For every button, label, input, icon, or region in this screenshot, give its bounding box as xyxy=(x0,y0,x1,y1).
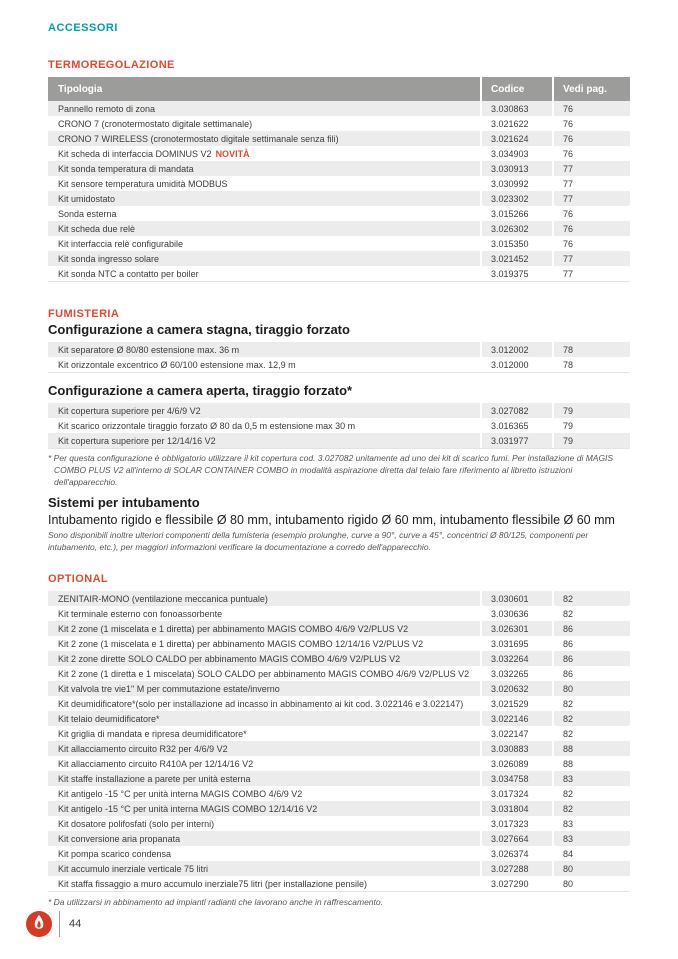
cell-vedi-pag: 82 xyxy=(552,591,630,606)
cell-vedi-pag: 78 xyxy=(552,342,630,357)
cell-vedi-pag: 86 xyxy=(552,636,630,651)
table-row xyxy=(48,756,630,771)
page-header: ACCESSORI xyxy=(48,22,118,34)
cell-tipologia: Kit staffe installazione a parete per unità esterna xyxy=(58,773,251,784)
cell-vedi-pag: 76 xyxy=(552,146,630,161)
table-row xyxy=(48,831,630,846)
cell-codice: 3.026301 xyxy=(480,621,552,636)
cell-tipologia: Kit 2 zone (1 miscelata e 1 diretta) per abbinamento MAGIS COMBO 12/14/16 V2/PLUS V2 xyxy=(58,638,424,649)
cell-tipologia: Kit allacciamento circuito R410A per 12/14/16 V2 xyxy=(58,758,254,769)
camera-aperta-footnote: * Per questa configurazione è obbligatorio utilizzare il kit copertura cod. 3.027082 unitamente ad uno dei kit di scarico fumi. Per installazione di MAGIS COMBO PLUS V2 all'interno di SOLAR CONTAINER COMBO in modalità aspirazione diretta dal telaio fare riferimento al libretto istruzioni dell'apparecchio. xyxy=(48,453,614,487)
cell-tipologia: Kit dosatore polifosfati (solo per interni) xyxy=(58,818,215,829)
cell-tipologia: Kit interfaccia relè configurabile xyxy=(58,238,184,249)
column-header-tipologia: Tipologia xyxy=(58,83,103,95)
cell-tipologia: Pannello remoto di zona xyxy=(58,103,156,114)
cell-codice: 3.031695 xyxy=(480,636,552,651)
table-row xyxy=(48,741,630,756)
section-title-optional: OPTIONAL xyxy=(48,573,109,586)
cell-tipologia: Kit telaio deumidificatore* xyxy=(58,713,160,724)
cell-codice: 3.015350 xyxy=(480,236,552,251)
cell-codice: 3.031804 xyxy=(480,801,552,816)
cell-vedi-pag: 76 xyxy=(552,101,630,116)
cell-codice: 3.034758 xyxy=(480,771,552,786)
cell-vedi-pag: 77 xyxy=(552,176,630,191)
intubamento-description: Intubamento rigido e flessibile Ø 80 mm, intubamento rigido Ø 60 mm, intubamento flessibile Ø 60 mm xyxy=(48,512,615,527)
cell-vedi-pag: 88 xyxy=(552,741,630,756)
cell-codice: 3.017324 xyxy=(480,786,552,801)
cell-vedi-pag: 86 xyxy=(552,666,630,681)
footer-divider xyxy=(59,911,60,937)
cell-vedi-pag: 83 xyxy=(552,816,630,831)
cell-vedi-pag: 82 xyxy=(552,801,630,816)
table-row xyxy=(48,116,630,131)
cell-tipologia: Kit copertura superiore per 12/14/16 V2 xyxy=(58,435,216,446)
cell-codice: 3.012000 xyxy=(480,357,552,372)
cell-vedi-pag: 76 xyxy=(552,116,630,131)
cell-tipologia: Kit scarico orizzontale tiraggio forzato Ø 80 da 0,5 m estensione max 30 m xyxy=(58,420,356,431)
cell-vedi-pag: 82 xyxy=(552,726,630,741)
cell-vedi-pag: 79 xyxy=(552,433,630,448)
cell-tipologia: Kit antigelo -15 °C per unità interna MAGIS COMBO 4/6/9 V2 xyxy=(58,788,303,799)
cell-codice: 3.030992 xyxy=(480,176,552,191)
cell-codice: 3.021452 xyxy=(480,251,552,266)
table-row xyxy=(48,606,630,621)
table-row xyxy=(48,221,630,236)
subsection-title-camera-stagna: Configurazione a camera stagna, tiraggio forzato xyxy=(48,322,350,337)
cell-codice: 3.030636 xyxy=(480,606,552,621)
section-title-termoregolazione: TERMOREGOLAZIONE xyxy=(48,59,175,71)
cell-codice: 3.034903 xyxy=(480,146,552,161)
table-row xyxy=(48,651,630,666)
cell-vedi-pag: 82 xyxy=(552,696,630,711)
table-row xyxy=(48,861,630,876)
table-row xyxy=(48,266,630,281)
cell-tipologia: Kit umidostato xyxy=(58,193,116,204)
cell-codice: 3.020632 xyxy=(480,681,552,696)
section-fumisteria xyxy=(48,308,630,553)
cell-codice: 3.012002 xyxy=(480,342,552,357)
cell-vedi-pag: 82 xyxy=(552,711,630,726)
table-row xyxy=(48,876,630,891)
cell-tipologia: Kit scheda di interfaccia DOMINUS V2 NOVITÀ xyxy=(58,148,250,159)
page-footer xyxy=(26,911,81,937)
cell-codice: 3.017323 xyxy=(480,816,552,831)
cell-codice: 3.015266 xyxy=(480,206,552,221)
cell-vedi-pag: 80 xyxy=(552,681,630,696)
camera-stagna-table-body xyxy=(48,342,630,373)
optional-footnote: * Da utilizzarsi in abbinamento ad impianti radianti che lavorano anche in raffrescamento. xyxy=(48,897,383,908)
table-row xyxy=(48,342,630,357)
cell-codice: 3.030913 xyxy=(480,161,552,176)
cell-codice: 3.021622 xyxy=(480,116,552,131)
cell-codice: 3.030863 xyxy=(480,101,552,116)
camera-aperta-table-body xyxy=(48,403,630,449)
column-header-vedi-pag: Vedi pag. xyxy=(552,77,630,101)
cell-vedi-pag: 76 xyxy=(552,236,630,251)
cell-codice: 3.026374 xyxy=(480,846,552,861)
cell-vedi-pag: 79 xyxy=(552,418,630,433)
cell-codice: 3.032265 xyxy=(480,666,552,681)
cell-codice: 3.019375 xyxy=(480,266,552,281)
cell-vedi-pag: 80 xyxy=(552,876,630,891)
optional-table-body xyxy=(48,591,630,892)
cell-tipologia: Kit copertura superiore per 4/6/9 V2 xyxy=(58,405,201,416)
optional-table xyxy=(48,591,630,892)
cell-codice: 3.032264 xyxy=(480,651,552,666)
cell-vedi-pag: 76 xyxy=(552,221,630,236)
cell-codice: 3.023302 xyxy=(480,191,552,206)
cell-vedi-pag: 86 xyxy=(552,621,630,636)
cell-vedi-pag: 79 xyxy=(552,403,630,418)
table-row xyxy=(48,251,630,266)
cell-codice: 3.031977 xyxy=(480,433,552,448)
cell-codice: 3.027664 xyxy=(480,831,552,846)
section-optional xyxy=(48,573,630,909)
cell-tipologia: Kit pompa scarico condensa xyxy=(58,848,172,859)
cell-tipologia: Kit sonda temperatura di mandata xyxy=(58,163,194,174)
table-row xyxy=(48,418,630,433)
table-row xyxy=(48,666,630,681)
page-number: 44 xyxy=(69,918,82,930)
cell-tipologia: Kit 2 zone (1 diretta e 1 miscelata) SOLO CALDO per abbinamento MAGIS COMBO 4/6/9 V2/PLUS V2 xyxy=(58,668,470,679)
table-row xyxy=(48,101,630,116)
cell-tipologia: Kit 2 zone dirette SOLO CALDO per abbinamento MAGIS COMBO 4/6/9 V2/PLUS V2 xyxy=(58,653,401,664)
cell-codice: 3.022146 xyxy=(480,711,552,726)
table-row xyxy=(48,176,630,191)
novita-badge: NOVITÀ xyxy=(215,148,250,159)
table-row xyxy=(48,621,630,636)
cell-vedi-pag: 82 xyxy=(552,606,630,621)
cell-tipologia: Kit 2 zone (1 miscelata e 1 diretta) per abbinamento MAGIS COMBO 4/6/9 V2/PLUS V2 xyxy=(58,623,409,634)
cell-vedi-pag: 83 xyxy=(552,831,630,846)
cell-vedi-pag: 76 xyxy=(552,206,630,221)
cell-tipologia: Kit valvola tre vie1" M per commutazione estate/inverno xyxy=(58,683,280,694)
cell-tipologia: CRONO 7 (cronotermostato digitale settimanale) xyxy=(58,118,253,129)
table-row xyxy=(48,786,630,801)
cell-tipologia: ZENITAIR-MONO (ventilazione meccanica puntuale) xyxy=(58,593,268,604)
cell-vedi-pag: 86 xyxy=(552,651,630,666)
subsection-title-camera-aperta: Configurazione a camera aperta, tiraggio forzato* xyxy=(48,383,353,398)
intubamento-note: Sono disponibili inoltre ulteriori componenti della fumisteria (esempio prolunghe, curve a 90°, curve a 45°, concentrici Ø 80/125, componenti per intubamento, etc.), per maggiori informazioni verificare la documentazione a corredo dell'apparecchio. xyxy=(48,529,589,552)
table-row xyxy=(48,681,630,696)
section-title-fumisteria: FUMISTERIA xyxy=(48,308,120,320)
table-header-row xyxy=(48,77,630,101)
cell-codice: 3.021529 xyxy=(480,696,552,711)
camera-stagna-table xyxy=(48,342,630,373)
termoregolazione-table-body xyxy=(48,101,630,282)
table-row xyxy=(48,816,630,831)
cell-tipologia: Kit separatore Ø 80/80 estensione max. 36 m xyxy=(58,344,240,355)
table-row xyxy=(48,846,630,861)
cell-codice: 3.022147 xyxy=(480,726,552,741)
cell-tipologia: Kit griglia di mandata e ripresa deumidificatore* xyxy=(58,728,247,739)
table-row xyxy=(48,236,630,251)
table-row xyxy=(48,357,630,372)
cell-vedi-pag: 78 xyxy=(552,357,630,372)
cell-codice: 3.030883 xyxy=(480,741,552,756)
table-row xyxy=(48,191,630,206)
table-row xyxy=(48,433,630,448)
table-row xyxy=(48,801,630,816)
section-termoregolazione xyxy=(48,59,630,282)
camera-aperta-table xyxy=(48,403,630,449)
cell-tipologia: Kit sonda ingresso solare xyxy=(58,253,160,264)
table-row xyxy=(48,636,630,651)
cell-tipologia: CRONO 7 WIRELESS (cronotermostato digitale settimanale senza fili) xyxy=(58,133,339,144)
table-row xyxy=(48,161,630,176)
cell-tipologia: Kit sonda NTC a contatto per boiler xyxy=(58,268,199,279)
cell-vedi-pag: 77 xyxy=(552,251,630,266)
subsection-title-intubamento: Sistemi per intubamento xyxy=(48,494,200,510)
cell-tipologia: Kit allacciamento circuito R32 per 4/6/9 V2 xyxy=(58,743,228,754)
cell-tipologia: Kit sensore temperatura umidità MODBUS xyxy=(58,178,228,189)
cell-codice: 3.027082 xyxy=(480,403,552,418)
immergas-flame-logo-icon xyxy=(26,911,52,937)
cell-tipologia: Sonda esterna xyxy=(58,208,117,219)
cell-vedi-pag: 84 xyxy=(552,846,630,861)
cell-tipologia: Kit orizzontale excentrico Ø 60/100 estensione max. 12,9 m xyxy=(58,359,296,370)
cell-vedi-pag: 77 xyxy=(552,161,630,176)
cell-tipologia: Kit scheda due relè xyxy=(58,223,136,234)
cell-vedi-pag: 80 xyxy=(552,861,630,876)
termoregolazione-table xyxy=(48,77,630,282)
cell-codice: 3.027288 xyxy=(480,861,552,876)
table-row xyxy=(48,771,630,786)
table-row xyxy=(48,726,630,741)
cell-codice: 3.027290 xyxy=(480,876,552,891)
table-row xyxy=(48,206,630,221)
cell-vedi-pag: 83 xyxy=(552,771,630,786)
table-row xyxy=(48,591,630,606)
cell-tipologia: Kit conversione aria propanata xyxy=(58,833,181,844)
cell-tipologia: Kit terminale esterno con fonoassorbente xyxy=(58,608,223,619)
cell-codice: 3.030601 xyxy=(480,591,552,606)
cell-codice: 3.026302 xyxy=(480,221,552,236)
cell-vedi-pag: 82 xyxy=(552,786,630,801)
cell-vedi-pag: 76 xyxy=(552,131,630,146)
cell-codice: 3.026089 xyxy=(480,756,552,771)
cell-vedi-pag: 77 xyxy=(552,266,630,281)
cell-vedi-pag: 88 xyxy=(552,756,630,771)
column-header-codice: Codice xyxy=(480,77,552,101)
cell-tipologia: Kit antigelo -15 °C per unità interna MAGIS COMBO 12/14/16 V2 xyxy=(58,803,318,814)
table-row xyxy=(48,711,630,726)
table-row xyxy=(48,403,630,418)
cell-tipologia: Kit deumidificatore*(solo per installazione ad incasso in abbinamento ai kit cod. 3.022146 e 3.022147) xyxy=(58,698,464,709)
cell-codice: 3.016365 xyxy=(480,418,552,433)
cell-vedi-pag: 77 xyxy=(552,191,630,206)
cell-tipologia: Kit staffa fissaggio a muro accumulo inerziale75 litri (per installazione pensile) xyxy=(58,878,367,889)
cell-tipologia: Kit accumulo inerziale verticale 75 litri xyxy=(58,863,209,874)
table-row xyxy=(48,696,630,711)
cell-codice: 3.021624 xyxy=(480,131,552,146)
table-row xyxy=(48,131,630,146)
table-row xyxy=(48,146,630,161)
